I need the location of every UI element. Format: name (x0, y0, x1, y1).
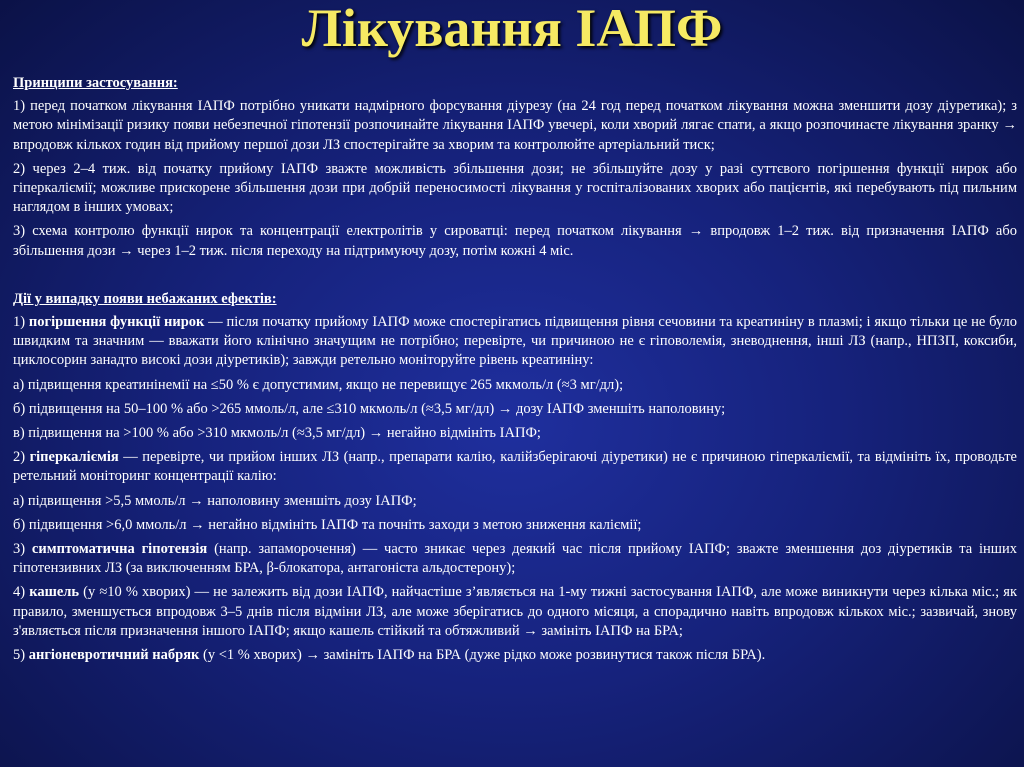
adverse-item-1-sub-a: а) підвищення креатинінемії на ≤50 % є допустимим, якщо не перевищує 265 мкмоль/л (≈3 мг/дл); (13, 376, 624, 393)
section-principles-heading: Принципи застосування: (13, 75, 178, 91)
adverse-item-1-term: погіршення функції нирок (28, 314, 205, 331)
adverse-item-5-prefix: 5) (13, 647, 29, 664)
principle-item-1: 1) перед початком лікування ІАПФ потрібно уникати надмірного форсування діурезу (на 24 год перед початком лікування можна зменшити дозу діуретика); з метою мінімізації ризику появи небезпечної гіпотензії розпочинайте лікування ІАПФ увечері, коли хворий лягає спати, а якщо розпочинаєте лікування зранку → впродовж кількох годин від прийому першої дози ЛЗ спостерігайте за хворим та контролюйте артеріальний тиск; (13, 98, 1017, 153)
adverse-item-1-prefix: 1) (13, 314, 29, 331)
adverse-item-1 (13, 313, 1017, 371)
adverse-item-2-text: — перевірте, чи прийом інших ЛЗ (напр., препарати калію, калійзберігаючі діуретики) не є причиною гіперкаліємії, та відмініть їх, проводьте ретельний моніторинг концентрації калію: (13, 449, 1017, 485)
adverse-item-2-term: гіперкаліємія (29, 449, 119, 466)
adverse-item-4-prefix: 4) (13, 584, 30, 601)
adverse-item-3-prefix: 3) (13, 541, 32, 558)
slide-content (13, 74, 1017, 670)
adverse-item-2-sub-a: а) підвищення >5,5 ммоль/л → наполовину зменшіть дозу ІАПФ; (13, 492, 417, 509)
adverse-item-4 (13, 583, 1017, 641)
adverse-item-3-text: (напр. запаморочення) — часто зникає через деякий час після прийому ІАПФ; зважте зменшення доз діуретиків та інших гіпотензивних ЛЗ (за виключенням БРА, β-блокатора, антагоніста альдостерону); (13, 541, 1017, 577)
adverse-item-2 (13, 448, 1017, 486)
adverse-item-2-prefix: 2) (13, 449, 30, 466)
adverse-item-5 (13, 646, 1017, 665)
adverse-item-1-sub-b: б) підвищення на 50–100 % або >265 ммоль/л, але ≤310 мкмоль/л (≈3,5 мг/дл) → дозу ІАПФ зменшіть наполовину; (13, 400, 726, 417)
principle-item-3: 3) схема контролю функції нирок та концентрації електролітів у сироватці: перед початком лікування → впродовж 1–2 тиж. від призначення ІАПФ або збільшення дози → через 1–2 тиж. після переходу на підтримуючу дозу, потім кожні 4 міс. (13, 223, 1017, 259)
principle-item-2: 2) через 2–4 тиж. від початку прийому ІАПФ зважте можливість збільшення дози; не збільшуйте дозу у разі суттєвого погіршення функції нирок або гіперкаліємії; можливе прискорене збільшення дози при добрій переносимості лікування у госпіталізованих хворих або пацієнтів, які перебувають під пильним наглядом в інших умовах; (13, 160, 1017, 216)
adverse-item-3 (13, 540, 1017, 578)
adverse-item-2-sub-b: б) підвищення >6,0 ммоль/л → негайно відмініть ІАПФ та почніть заходи з метою зниження каліємії; (13, 516, 642, 533)
adverse-item-5-text: (у <1 % хворих) → замініть ІАПФ на БРА (дуже рідко може розвинутися також після БРА). (199, 647, 766, 664)
adverse-item-4-term: кашель (29, 584, 80, 601)
slide-title: Лікування ІАПФ (301, 0, 723, 58)
adverse-item-1-text: — після початку прийому ІАПФ може спостерігатись підвищення рівня сечовини та креатиніну в плазмі; і якщо тільки це не було швидким та значним — вважати його клінічно значущим не потрібно; перевірте, чи причиною не є гіповолемія, зневоднення, інші ЛЗ (напр., НПЗП, коксиби, циклосорин занадто високі дози діуретиків); завжди ретельно моніторуйте рівень креатиніну: (13, 314, 1017, 369)
adverse-item-1-sub-c: в) підвищення на >100 % або >310 мкмоль/л (≈3,5 мг/дл) → негайно відмініть ІАПФ; (13, 425, 541, 442)
adverse-item-4-text: (у ≈10 % хворих) — не залежить від дози ІАПФ, найчастіше з’являється на 1-му тижні застосування ІАПФ, але може виникнути через кілька міс.; як правило, зменшується впродовж 3–5 днів після відміни ЛЗ, але може зберігатись до одного місяця, а спорадично навіть впродовж кількох міс.; зазвичай, знову з'являється після призначення іншого ІАПФ; якщо кашель стійкий та обтяжливий → замініть ІАПФ на БРА; (13, 584, 1017, 639)
section-adverse-heading: Дії у випадку появи небажаних ефектів: (13, 290, 277, 307)
adverse-item-5-term: ангіоневротичний набряк (28, 647, 200, 664)
adverse-item-3-term: симптоматична гіпотензія (31, 541, 208, 558)
section-gap (13, 266, 1017, 290)
